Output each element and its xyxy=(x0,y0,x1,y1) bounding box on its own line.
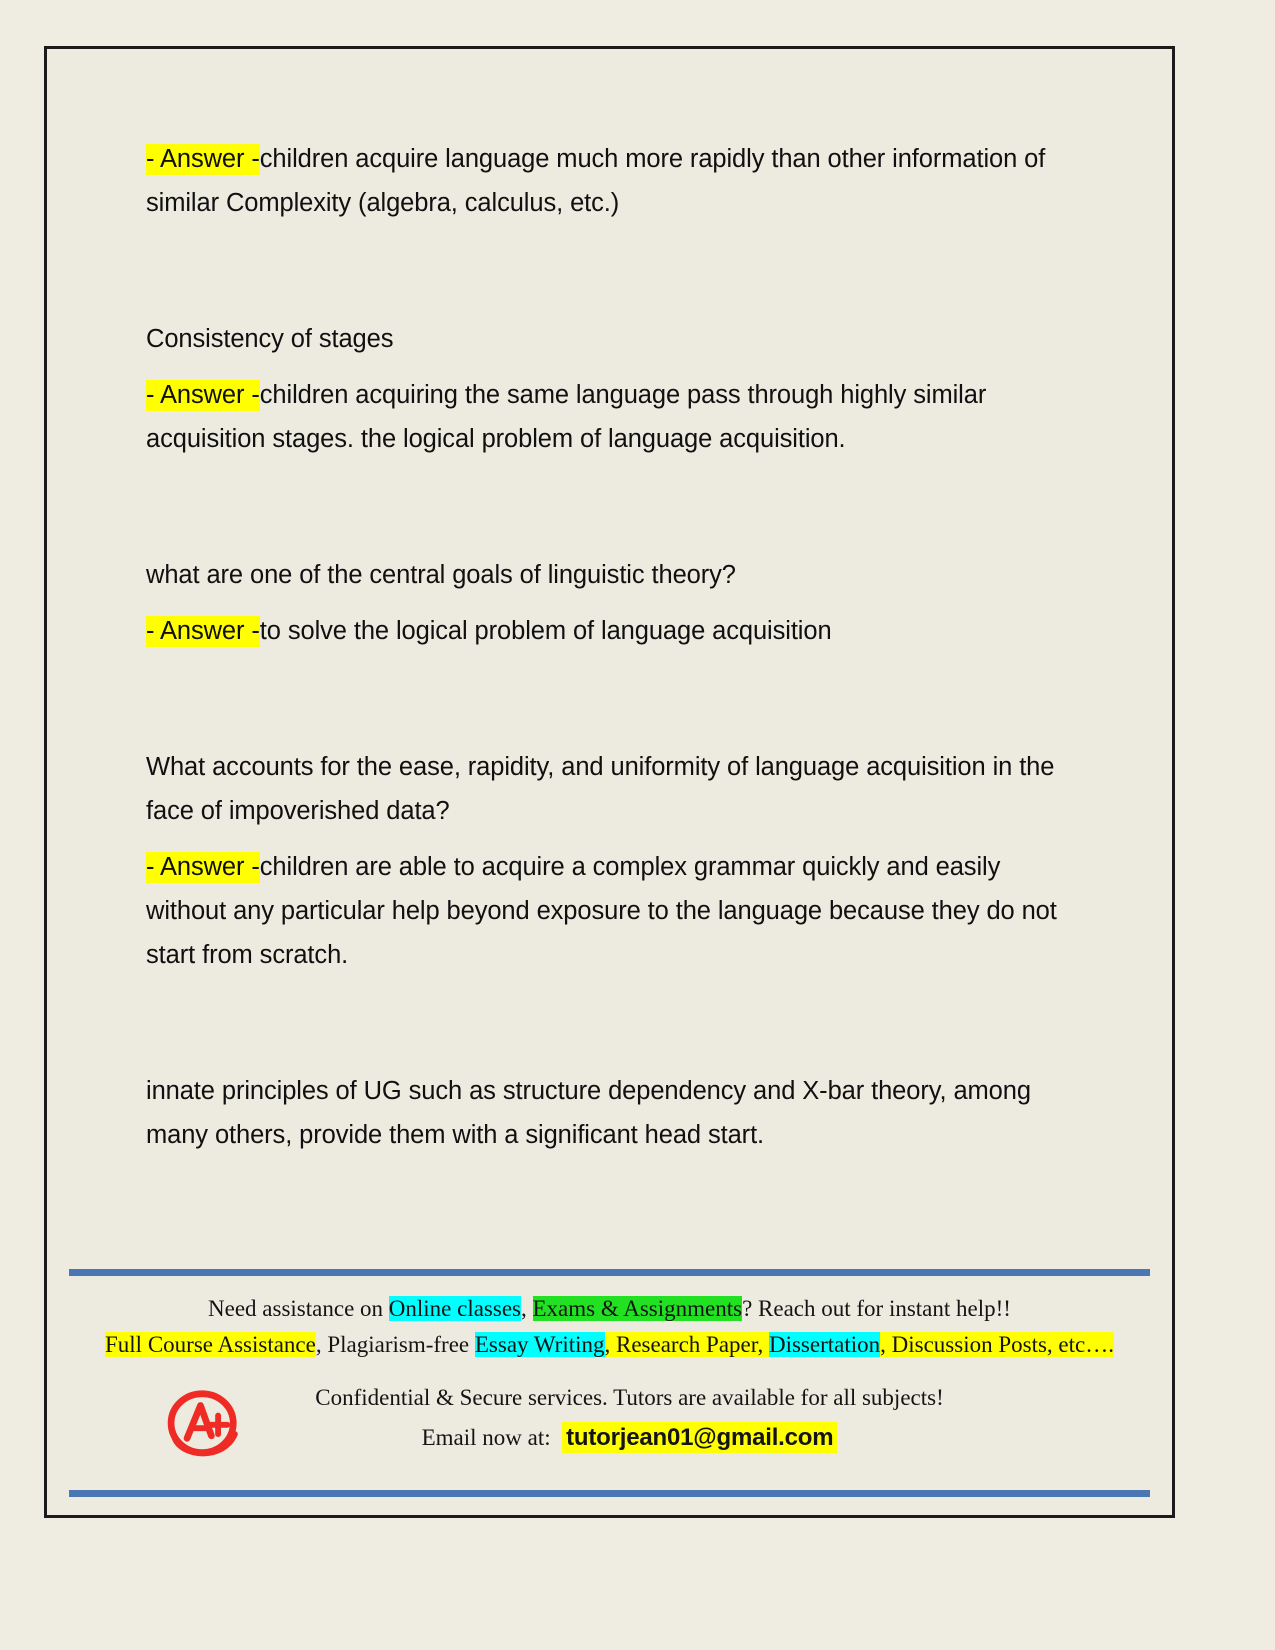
promo-text: , Plagiarism-free xyxy=(315,1332,475,1357)
question-block-2: what are one of the central goals of linguistic theory? xyxy=(146,561,736,589)
spacer xyxy=(146,977,1076,1069)
spacer xyxy=(146,653,1076,745)
promo-highlight-research-paper: , Research Paper, xyxy=(604,1332,769,1357)
email-address[interactable]: tutorjean01@gmail.com xyxy=(562,1422,837,1453)
promo-text: ? Reach out for instant help!! xyxy=(742,1296,1011,1321)
document-page xyxy=(44,46,1175,1518)
promo-highlight-essay-writing: Essay Writing xyxy=(474,1332,605,1357)
divider-top xyxy=(69,1269,1150,1276)
promo-text: , xyxy=(521,1296,533,1321)
notes-content xyxy=(146,137,1076,1157)
spacer xyxy=(146,461,1076,553)
spacer xyxy=(146,833,1076,845)
a-plus-grade-icon xyxy=(161,1382,245,1466)
question-block-3: What accounts for the ease, rapidity, and uniformity of language acquisition in the face of impoverished data? xyxy=(146,753,1055,825)
promo-footer xyxy=(69,1269,1150,1497)
answer-block-4 xyxy=(146,845,1076,977)
promo-highlight-dissertation: Dissertation xyxy=(768,1332,881,1357)
spacer xyxy=(146,361,1076,373)
spacer xyxy=(146,225,1076,317)
promo-highlight-full-course-assistance: Full Course Assistance xyxy=(105,1332,316,1357)
question-block-4: innate principles of UG such as structure dependency and X-bar theory, among many others, provide them with a significant head start. xyxy=(146,1077,1031,1149)
answer-text: children acquire language much more rapidly than other information of similar Complexity (algebra, calculus, etc.) xyxy=(146,145,1046,217)
spacer xyxy=(146,597,1076,609)
confidential-note: Confidential & Secure services. Tutors are available for all subjects! xyxy=(315,1385,944,1410)
answer-label: - Answer - xyxy=(146,145,260,173)
answer-text: to solve the logical problem of language acquisition xyxy=(259,617,832,645)
email-label: Email now at: xyxy=(421,1425,551,1450)
contact-section xyxy=(69,1378,1150,1474)
answer-text: children acquiring the same language pass through highly similar acquisition stages. the logical problem of language acquisition. xyxy=(146,381,987,453)
answer-text: children are able to acquire a complex grammar quickly and easily without any particular help beyond exposure to the language because they do not start from scratch. xyxy=(146,853,1057,969)
answer-label: - Answer - xyxy=(146,381,260,409)
answer-label: - Answer - xyxy=(146,853,260,881)
question-block-1: Consistency of stages xyxy=(146,325,394,353)
promo-text: Need assistance on xyxy=(208,1296,389,1321)
answer-block-2 xyxy=(146,373,1076,461)
promo-highlight-discussion-posts: , Discussion Posts, etc…. xyxy=(880,1332,1114,1357)
promo-line-2 xyxy=(69,1328,1150,1362)
promo-line-1 xyxy=(69,1292,1150,1326)
answer-block-1 xyxy=(146,137,1076,225)
promo-highlight-online-classes: Online classes xyxy=(388,1296,521,1321)
answer-block-3 xyxy=(146,609,1076,653)
answer-label: - Answer - xyxy=(146,617,260,645)
promo-highlight-exams-assignments: Exams & Assignments xyxy=(532,1296,743,1321)
divider-bottom xyxy=(69,1490,1150,1497)
